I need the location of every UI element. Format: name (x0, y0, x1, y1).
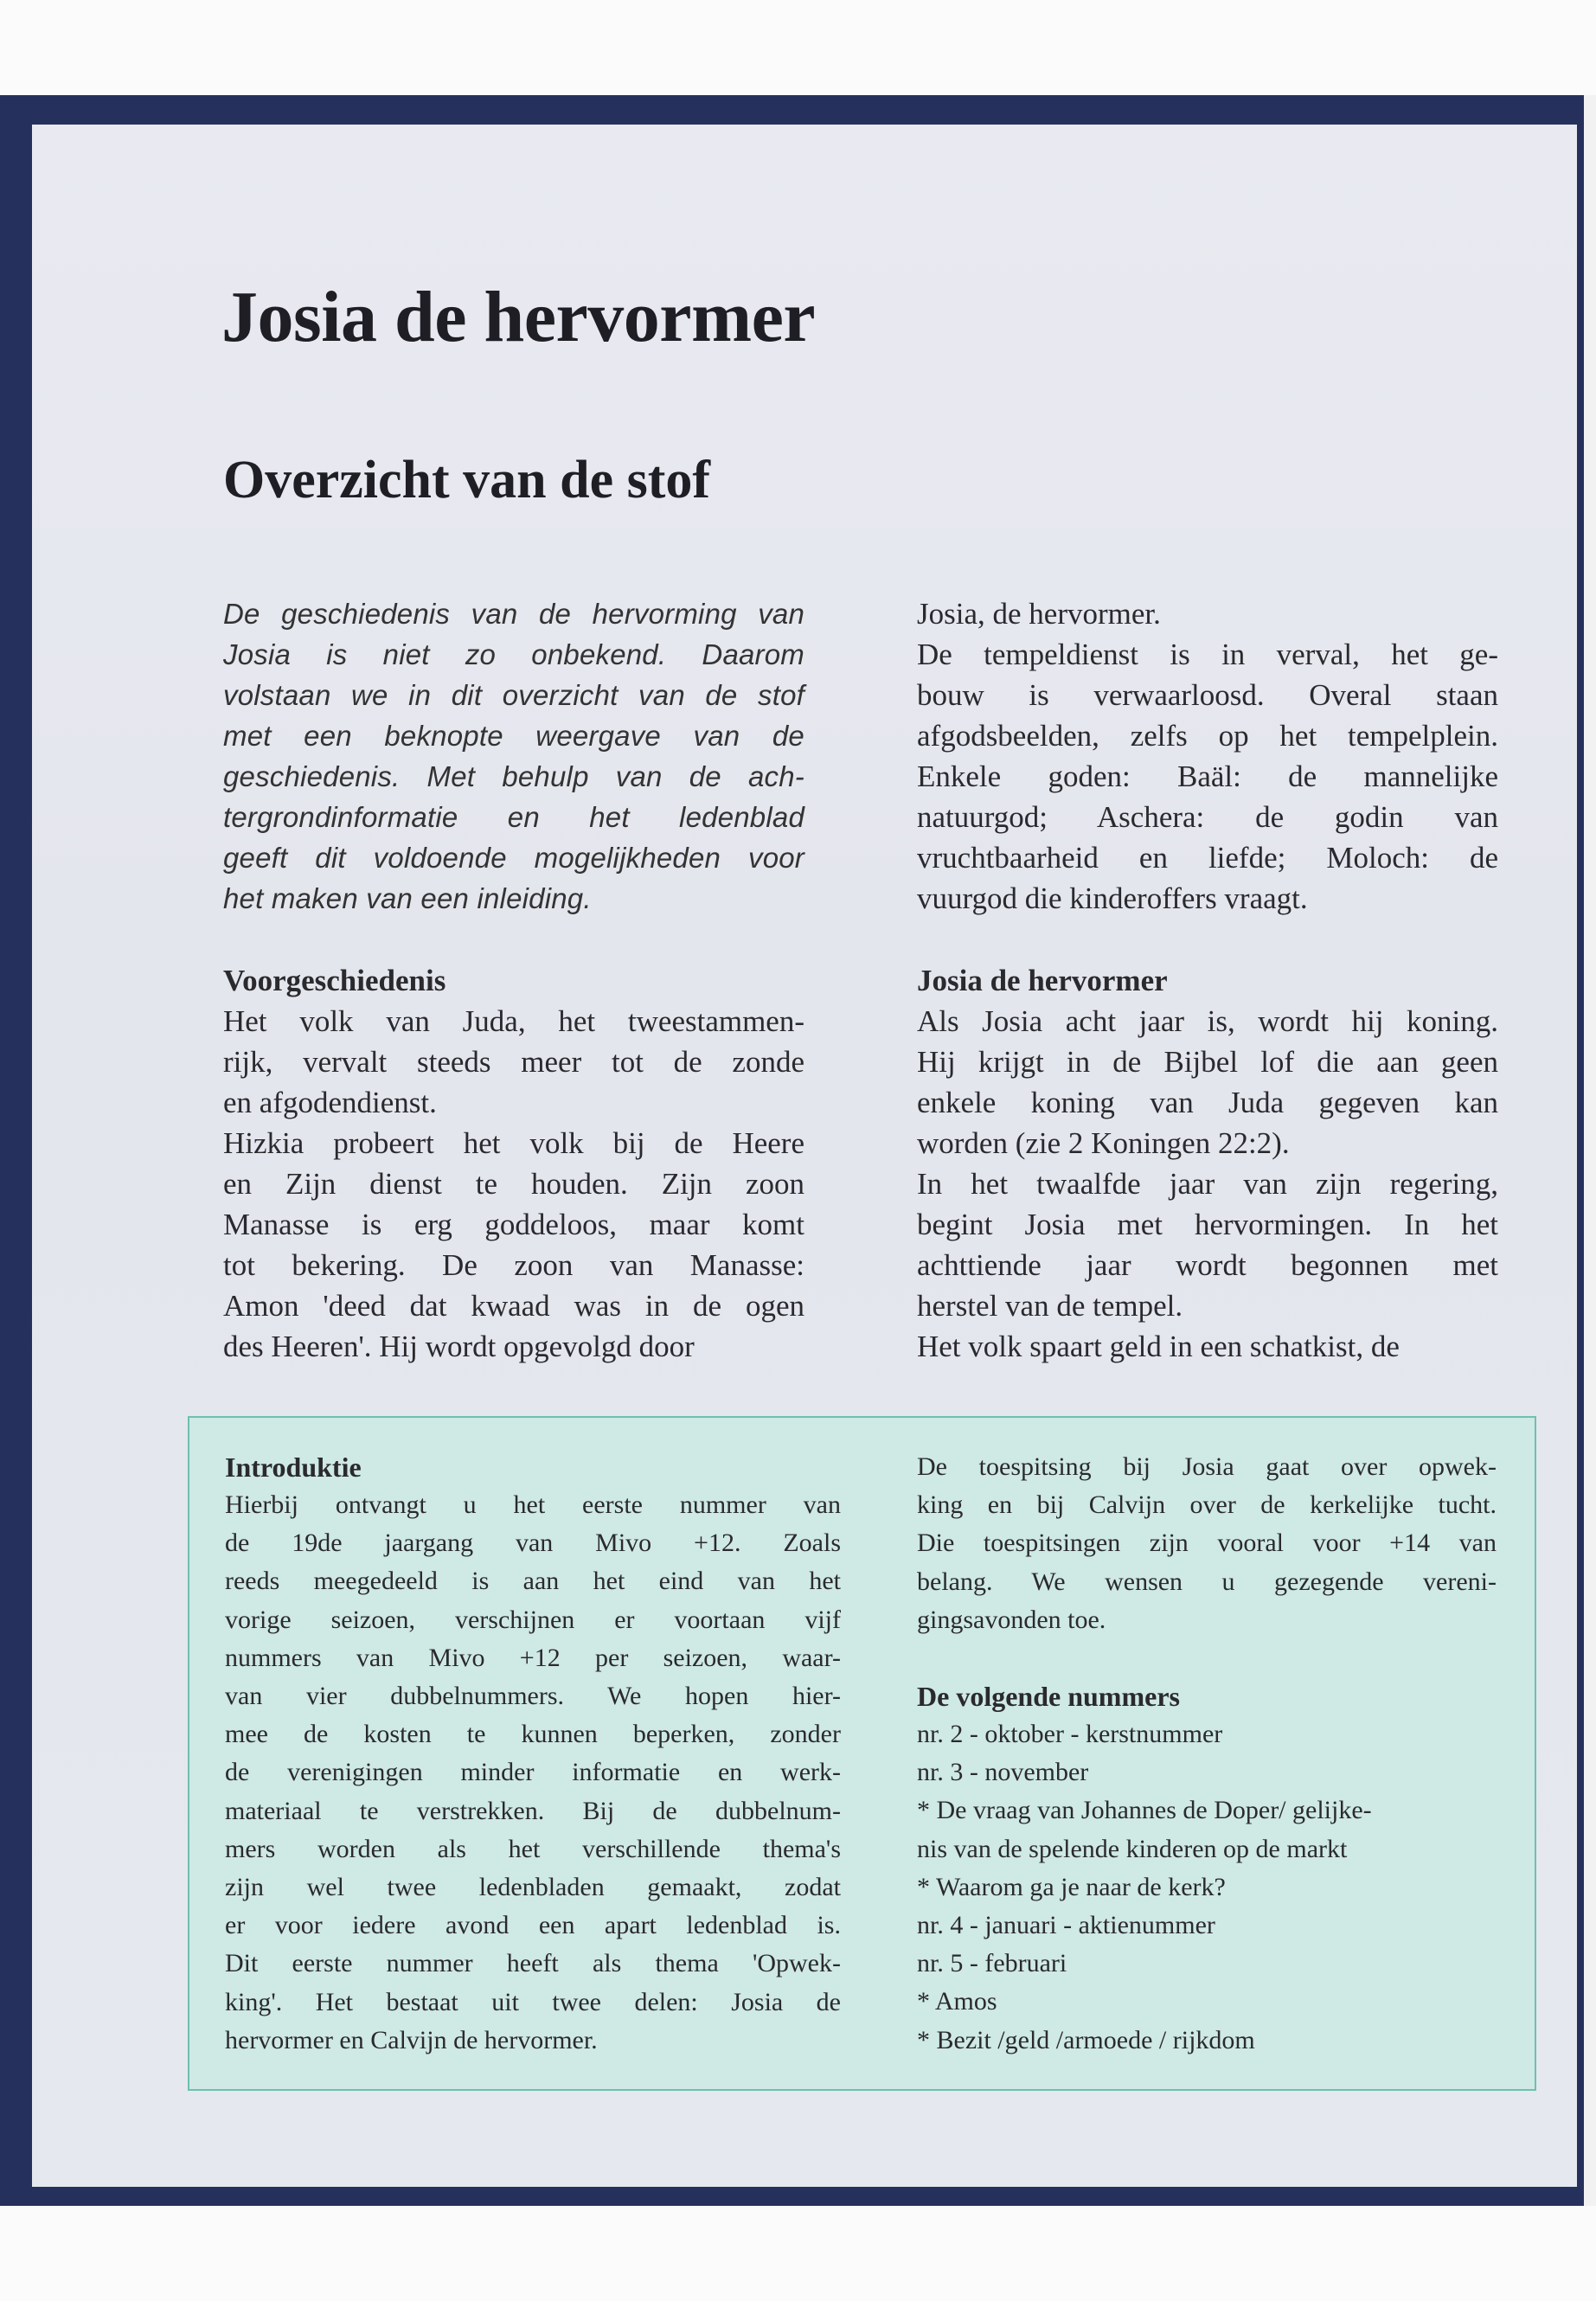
text-line: Die toespitsingen zijn vooral voor +14 van (917, 1529, 1497, 1558)
paragraph (917, 1326, 1498, 1367)
introduktie-heading: Introduktie (225, 1452, 362, 1483)
text-line: * Amos (917, 1987, 997, 2016)
text-line: begint Josia met hervormingen. In het (917, 1208, 1498, 1241)
text-line: nr. 5 - februari (917, 1949, 1067, 1978)
paragraph (917, 1163, 1498, 1326)
section-title: Overzicht van de stof (223, 451, 711, 510)
text-line: worden (zie 2 Koningen 22:2). (917, 1126, 1290, 1160)
text-line: Hizkia probeert het volk bij de Heere (223, 1126, 804, 1160)
text-line: nr. 4 - januari - aktienummer (917, 1911, 1215, 1940)
text-line: Hij krijgt in de Bijbel lof die aan geen (917, 1045, 1498, 1079)
text-line: belang. We wensen u gezegende vereni- (917, 1567, 1497, 1596)
text-line: des Heeren'. Hij wordt opgevolgd door (223, 1330, 695, 1363)
text-line: en afgodendienst. (223, 1086, 437, 1119)
page-title: Josia de hervormer (221, 277, 816, 357)
text-line: natuurgod; Aschera: de godin van (917, 800, 1498, 834)
paragraph (223, 1001, 804, 1123)
text-line: De geschiedenis van de hervorming van (223, 598, 804, 630)
text-line: achttiende jaar wordt begonnen met (917, 1248, 1498, 1282)
intro-italic (223, 593, 804, 919)
text-line: * Waarom ga je naar de kerk? (917, 1872, 1226, 1901)
text-line: geeft dit voldoende mogelijkheden voor (223, 842, 804, 874)
text-line: Dit eerste nummer heeft als thema 'Opwek- (225, 1949, 841, 1978)
text-line: zijn wel twee ledenbladen gemaakt, zodat (225, 1873, 841, 1902)
introduktie-section (225, 1448, 841, 2060)
text-line: en Zijn dienst te houden. Zijn zoon (223, 1167, 804, 1201)
josia-heading: Josia de hervormer (917, 964, 1168, 997)
text-line: nr. 3 - november (917, 1758, 1089, 1787)
text-line: king'. Het bestaat uit twee delen: Josia de (225, 1987, 841, 2016)
text-line: In het twaalfde jaar van zijn regering, (917, 1167, 1498, 1201)
text-line: king en bij Calvijn over de kerkelijke tucht. (917, 1490, 1497, 1520)
text-line: de verenigingen minder informatie en werk- (225, 1758, 841, 1787)
box-right-column (917, 1448, 1497, 2060)
text-line: geschiedenis. Met behulp van de ach- (223, 760, 804, 792)
text-line: Als Josia acht jaar is, wordt hij koning. (917, 1004, 1498, 1038)
text-line: nummers van Mivo +12 per seizoen, waar- (225, 1643, 841, 1672)
text-line: gingsavonden toe. (917, 1605, 1106, 1634)
paragraph (917, 634, 1498, 919)
toespitsing-text (917, 1448, 1497, 1639)
text-line: mee de kosten te kunnen beperken, zonder (225, 1720, 841, 1749)
introduktie-body (225, 1486, 841, 2060)
text-line: Het volk van Juda, het tweestammen- (223, 1004, 804, 1038)
text-line: herstel van de tempel. (917, 1289, 1183, 1323)
text-line: mers worden als het verschillende thema's (225, 1834, 841, 1863)
text-line: reeds meegedeeld is aan het eind van het (225, 1567, 841, 1596)
next-issues-heading: De volgende nummers (917, 1681, 1180, 1713)
text-line: rijk, vervalt steeds meer tot de zonde (223, 1045, 804, 1079)
text-line: Josia is niet zo onbekend. Daarom (223, 638, 804, 670)
text-line: tergrondinformatie en het ledenblad (223, 801, 804, 833)
text-line: Amon 'deed dat kwaad was in de ogen (223, 1289, 804, 1323)
text-line: er voor iedere avond een apart ledenblad is. (225, 1911, 841, 1940)
josia-section (917, 960, 1498, 1367)
text-line: volstaan we in dit overzicht van de stof (223, 679, 804, 711)
next-issues-list (917, 1715, 1497, 2060)
josia-body (917, 1001, 1498, 1367)
paragraph (917, 1001, 1498, 1163)
text-line: tot bekering. De zoon van Manasse: (223, 1248, 804, 1282)
page-edge (1584, 95, 1596, 2206)
text-line: Josia, de hervormer. (917, 597, 1161, 631)
voorgeschiedenis-body (223, 1001, 804, 1367)
text-line: van vier dubbelnummers. We hopen hier- (225, 1682, 841, 1711)
text-line: bouw is verwaarloosd. Overal staan (917, 678, 1498, 712)
text-line: Enkele goden: Baäl: de mannelijke (917, 760, 1498, 793)
text-line: het maken van een inleiding. (223, 882, 592, 914)
text-line: vorige seizoen, verschijnen er voortaan vijf (225, 1605, 841, 1634)
text-line: afgodsbeelden, zelfs op het tempelplein. (917, 719, 1498, 753)
text-line: * De vraag van Johannes de Doper/ gelijke- (917, 1796, 1372, 1825)
text-line: * Bezit /geld /armoede / rijkdom (917, 2025, 1255, 2054)
text-line: vruchtbaarheid en liefde; Moloch: de (917, 841, 1498, 875)
text-line: de 19de jaargang van Mivo +12. Zoals (225, 1529, 841, 1558)
voorgeschiedenis-section (223, 960, 804, 1367)
text-line: met een beknopte weergave van de (223, 720, 804, 752)
text-line: Manasse is erg goddeloos, maar komt (223, 1208, 804, 1241)
text-line: nis van de spelende kinderen op de markt (917, 1834, 1348, 1863)
voorgeschiedenis-heading: Voorgeschiedenis (223, 964, 446, 997)
text-line: Hierbij ontvangt u het eerste nummer van (225, 1490, 841, 1519)
paragraph (223, 1123, 804, 1367)
text-line: nr. 2 - oktober - kerstnummer (917, 1720, 1223, 1749)
text-line: De tempeldienst is in verval, het ge- (917, 638, 1498, 671)
paragraph (917, 593, 1498, 634)
text-line: hervormer en Calvijn de hervormer. (225, 2025, 598, 2054)
text-line: vuurgod die kinderoffers vraagt. (917, 881, 1308, 915)
right-top-text (917, 593, 1498, 919)
text-line: De toespitsing bij Josia gaat over opwek- (917, 1452, 1497, 1481)
text-line: materiaal te verstrekken. Bij de dubbelnum- (225, 1796, 841, 1825)
text-line: enkele koning van Juda gegeven kan (917, 1086, 1498, 1119)
text-line: Het volk spaart geld in een schatkist, de (917, 1330, 1400, 1363)
